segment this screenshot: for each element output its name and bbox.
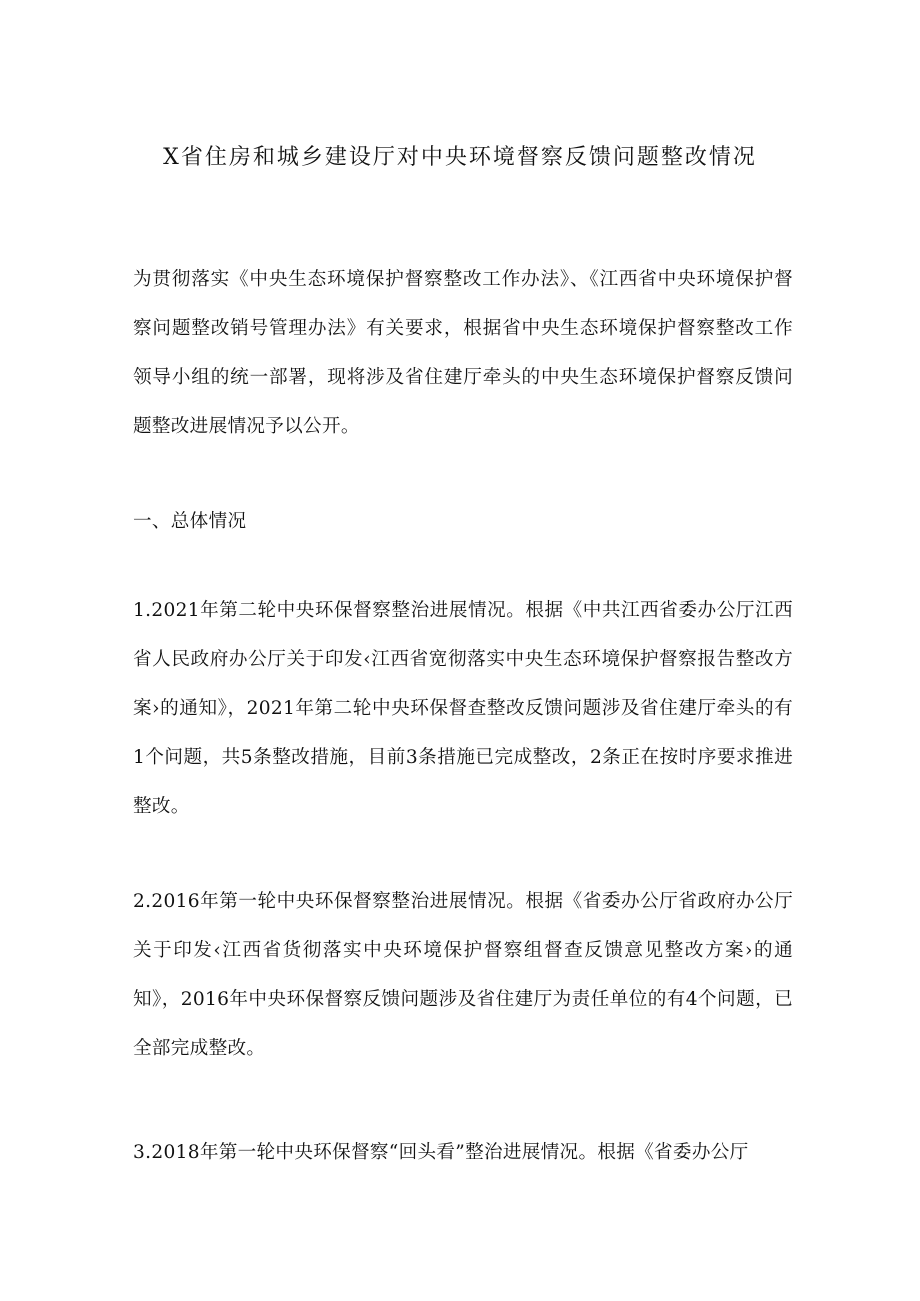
intro-paragraph: 为贯彻落实《中央生态环境保护督察整改工作办法》、《江西省中央环境保护督察问题整改销号管理办法》有关要求，根据省中央生态环境保护督察整改工作领导小组的统一部署，现将涉及省住建厅牵头的中央生态环境保护督察反馈问题整改进展情况予以公开。 xyxy=(133,269,793,437)
paragraph-item-2: 2.2016年第一轮中央环保督察整治进展情况。根据《省委办公厅省政府办公厅关于印发‹江西省货彻落实中央环境保护督察组督查反馈意见整改方案›的通知》，2016年中央环保督察反馈问题涉及省住建厅为责任单位的有4个问题，已全部完成整改。 xyxy=(133,891,793,1059)
paragraph-item-1: 1.2021年第二轮中央环保督察整治进展情况。根据《中共江西省委办公厅江西省人民政府办公厅关于印发‹江西省宽彻落实中央生态环境保护督察报告整改方案›的通知》，2021年第二轮中央环保督查整改反馈问题涉及省住建厅牵头的有1个问题，共5条整改措施，目前3条措施已完成整改，2条正在按时序要求推进整改。 xyxy=(133,600,793,817)
document-title: X省住房和城乡建设厅对中央环境督察反馈问题整改情况 xyxy=(163,145,757,170)
section-heading-overall: 一、总体情况 xyxy=(133,511,247,532)
paragraph-item-3: 3.2018年第一轮中央环保督察“回头看”整治进展情况。根据《省委办公厅 xyxy=(133,1142,749,1163)
